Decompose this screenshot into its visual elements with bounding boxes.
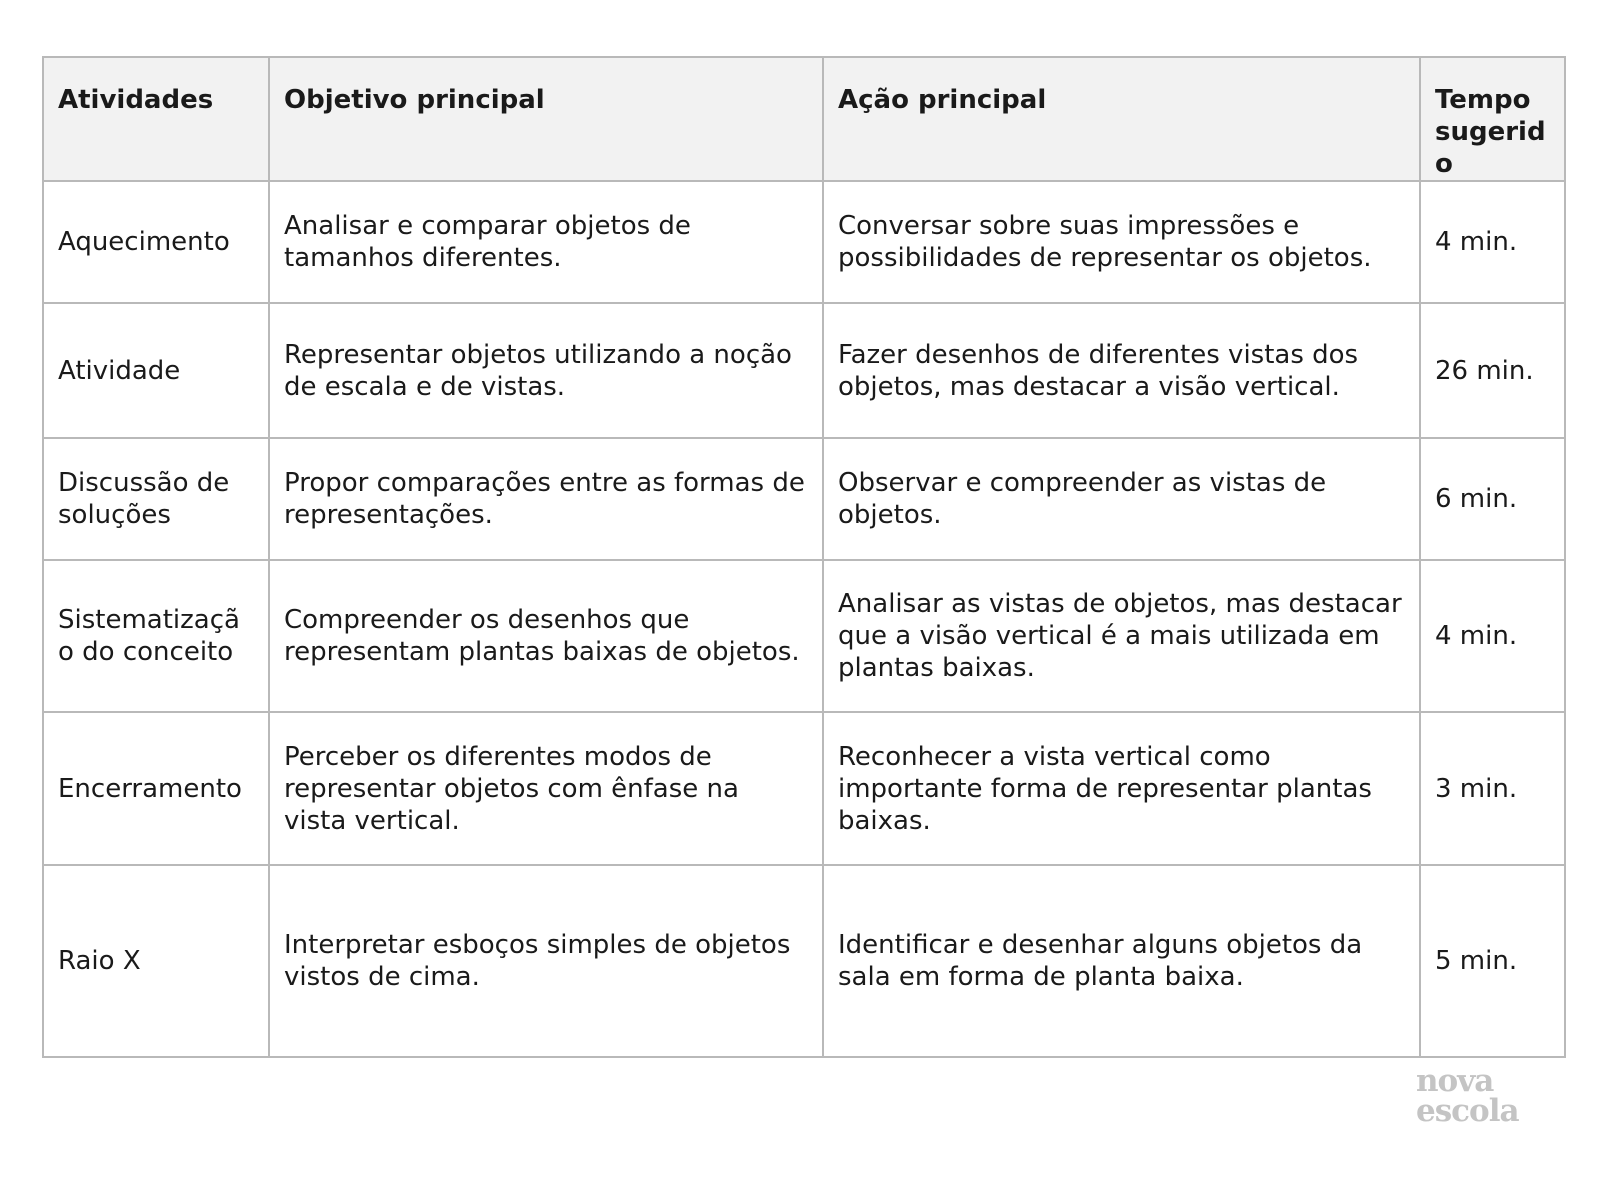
cell-acao: Observar e compreender as vistas de objetos. <box>823 438 1420 560</box>
cell-objetivo: Representar objetos utilizando a noção de escala e de vistas. <box>269 303 823 438</box>
cell-tempo: 6 min. <box>1420 438 1565 560</box>
cell-atividade: Aquecimento <box>43 181 269 303</box>
table-row <box>43 865 1565 1057</box>
table-row <box>43 181 1565 303</box>
cell-atividade: Atividade <box>43 303 269 438</box>
cell-tempo: 3 min. <box>1420 712 1565 865</box>
lesson-plan-table <box>42 56 1566 1058</box>
cell-objetivo: Compreender os desenhos que representam plantas baixas de objetos. <box>269 560 823 712</box>
cell-acao: Identificar e desenhar alguns objetos da sala em forma de planta baixa. <box>823 865 1420 1057</box>
cell-acao: Fazer desenhos de diferentes vistas dos objetos, mas destacar a visão vertical. <box>823 303 1420 438</box>
cell-tempo: 4 min. <box>1420 560 1565 712</box>
table-row <box>43 560 1565 712</box>
cell-acao: Reconhecer a vista vertical como importante forma de representar plantas baixas. <box>823 712 1420 865</box>
cell-objetivo: Interpretar esboços simples de objetos vistos de cima. <box>269 865 823 1057</box>
cell-objetivo: Propor comparações entre as formas de representações. <box>269 438 823 560</box>
table-header-row <box>43 57 1565 181</box>
table-row <box>43 438 1565 560</box>
cell-tempo: 4 min. <box>1420 181 1565 303</box>
cell-tempo: 5 min. <box>1420 865 1565 1057</box>
logo-line-nova: nova <box>1416 1063 1494 1099</box>
cell-atividade: Discussão de soluções <box>43 438 269 560</box>
logo-line-escola: escola <box>1416 1093 1519 1129</box>
cell-objetivo: Analisar e comparar objetos de tamanhos diferentes. <box>269 181 823 303</box>
header-acao-principal: Ação principal <box>823 57 1420 181</box>
cell-tempo: 26 min. <box>1420 303 1565 438</box>
header-atividades: Atividades <box>43 57 269 181</box>
header-objetivo-principal: Objetivo principal <box>269 57 823 181</box>
cell-objetivo: Perceber os diferentes modos de representar objetos com ênfase na vista vertical. <box>269 712 823 865</box>
cell-acao: Analisar as vistas de objetos, mas destacar que a visão vertical é a mais utilizada em plantas baixas. <box>823 560 1420 712</box>
cell-atividade: Raio X <box>43 865 269 1057</box>
cell-acao: Conversar sobre suas impressões e possibilidades de representar os objetos. <box>823 181 1420 303</box>
table-row <box>43 712 1565 865</box>
nova-escola-logo <box>1416 1063 1546 1129</box>
table-row <box>43 303 1565 438</box>
cell-atividade: Encerramento <box>43 712 269 865</box>
header-tempo-sugerido: Tempo sugerido <box>1420 57 1565 181</box>
cell-atividade: Sistematização do conceito <box>43 560 269 712</box>
